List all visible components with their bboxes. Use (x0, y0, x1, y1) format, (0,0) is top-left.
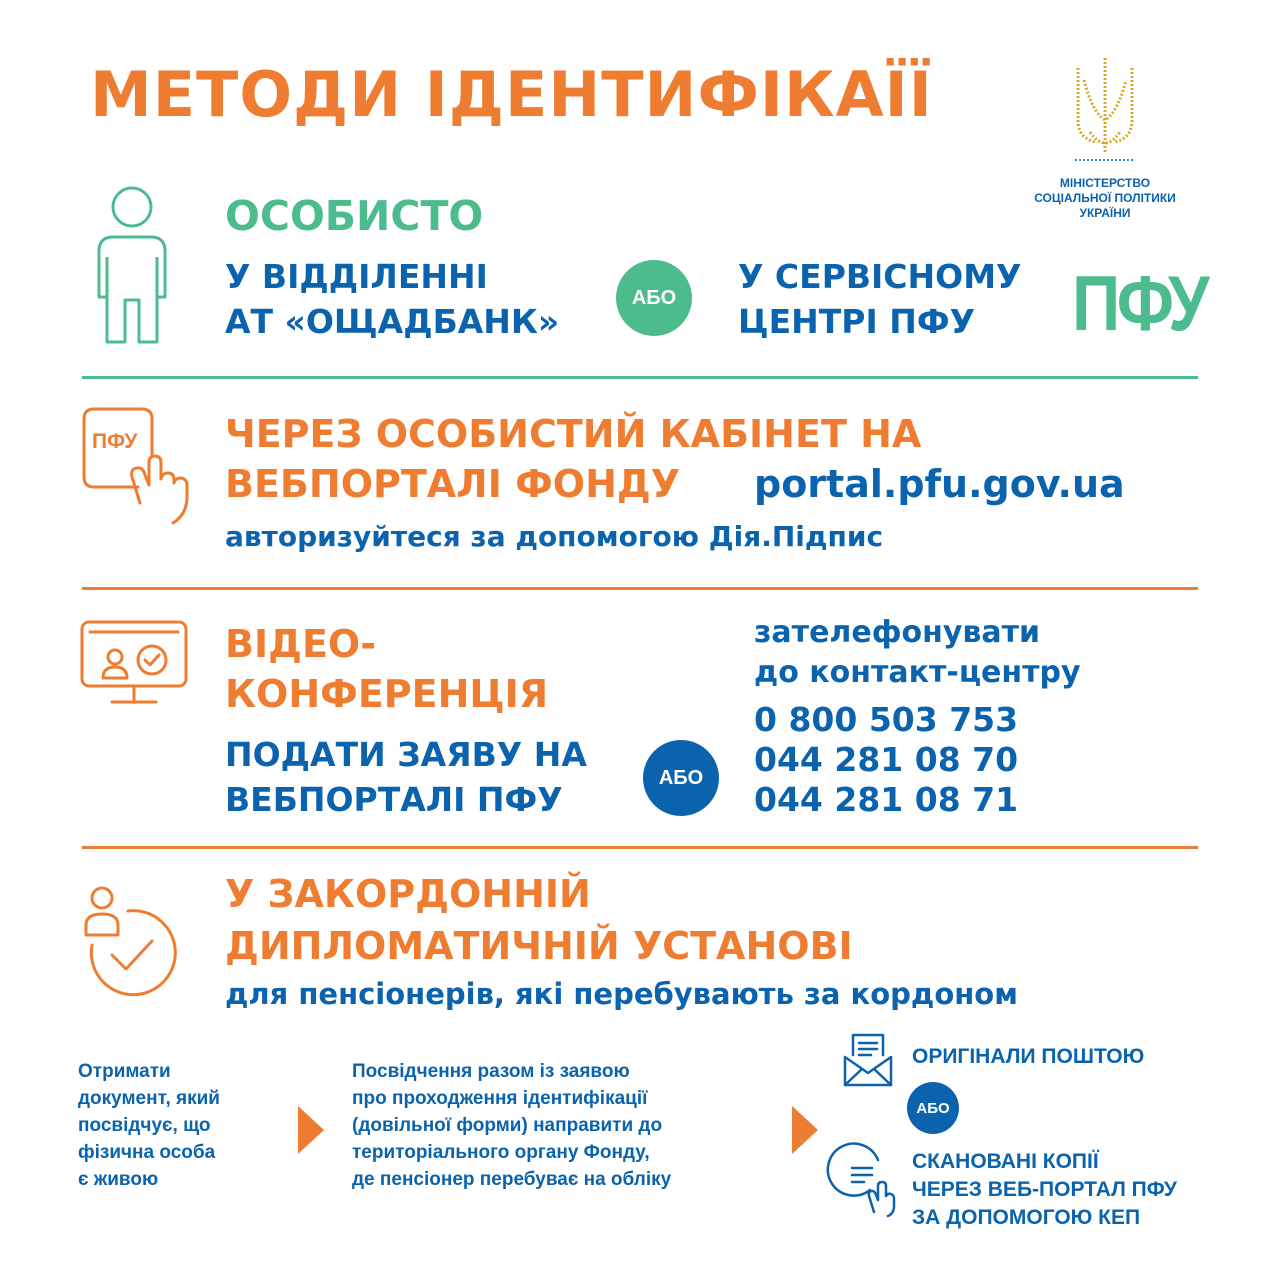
divider-3 (82, 846, 1198, 849)
personal-option1-line2: АТ «ОЩАДБАНК» (225, 302, 560, 341)
divider-2 (82, 587, 1198, 590)
scan-option (912, 1148, 1177, 1232)
call-line2: до контакт-центру (754, 655, 1081, 690)
personal-option1-line1: У ВІДДІЛЕННІ (225, 257, 488, 296)
portal-auth-note: авторизуйтеся за допомогою Дія.Підпис (225, 520, 884, 553)
step2-line: Посвідчення разом із заявою (352, 1061, 630, 1082)
arrow-right-icon (792, 1106, 822, 1154)
video-heading-line1: ВІДЕО- (225, 622, 376, 666)
phone-number-1[interactable]: 0 800 503 753 (754, 700, 1019, 739)
step1-line: Отримати (78, 1061, 171, 1082)
trident-icon (1020, 50, 1190, 170)
portal-icon-label: ПФУ (92, 430, 138, 453)
mail-option: ОРИГІНАЛИ ПОШТОЮ (912, 1045, 1145, 1068)
abroad-subheading: для пенсіонерів, які перебувають за кордоном (225, 977, 1018, 1011)
or-badge: АБО (643, 740, 719, 816)
portal-click-icon (80, 405, 200, 525)
scan-option-line: ЧЕРЕЗ ВЕБ-ПОРТАЛ ПФУ (912, 1178, 1177, 1201)
scan-option-line: ЗА ДОПОМОГОЮ КЕП (912, 1206, 1141, 1229)
step1-text (78, 1058, 220, 1193)
phone-number-2[interactable]: 044 281 08 70 (754, 740, 1019, 779)
phone-number-3[interactable]: 044 281 08 71 (754, 780, 1019, 819)
ministry-name-line2: СОЦІАЛЬНОЇ ПОЛІТИКИ (1034, 191, 1176, 205)
portal-heading-line2: ВЕБПОРТАЛІ ФОНДУ (225, 462, 681, 506)
step1-line: документ, який (78, 1088, 220, 1109)
video-apply-line1: ПОДАТИ ЗАЯВУ НА (225, 735, 587, 774)
step1-line: посвідчує, що (78, 1115, 211, 1136)
step1-line: є живою (78, 1169, 159, 1190)
ministry-name-line1: МІНІСТЕРСТВО (1059, 176, 1151, 190)
page-title: МЕТОДИ ІДЕНТИФІКАЇЇ (90, 58, 933, 131)
or-badge: АБО (907, 1082, 959, 1134)
abroad-heading-line1: У ЗАКОРДОННІЙ (225, 872, 591, 916)
video-apply-line2: ВЕБПОРТАЛІ ПФУ (225, 780, 563, 819)
ministry-logo (1020, 50, 1190, 230)
scan-upload-icon (838, 1150, 900, 1218)
person-icon (95, 185, 185, 345)
personal-option2-line2: ЦЕНТРІ ПФУ (738, 302, 976, 341)
personal-option2-line1: У СЕРВІСНОМУ (738, 257, 1022, 296)
abroad-heading-line2: ДИПЛОМАТИЧНІЙ УСТАНОВІ (225, 924, 853, 968)
arrow-right-icon (298, 1106, 328, 1154)
or-badge: АБО (616, 260, 692, 336)
video-heading-line2: КОНФЕРЕНЦІЯ (225, 672, 549, 716)
step2-line: територіального органу Фонду, (352, 1142, 650, 1163)
ministry-name-line3: УКРАЇНИ (1079, 206, 1131, 220)
verified-person-icon (82, 885, 182, 1005)
mail-envelope-icon (843, 1033, 893, 1089)
portal-heading-line1: ЧЕРЕЗ ОСОБИСТИЙ КАБІНЕТ НА (225, 412, 922, 456)
portal-url-link[interactable]: portal.pfu.gov.ua (754, 462, 1125, 506)
step2-line: (довільної форми) направити до (352, 1115, 663, 1136)
pfu-logo: ПФУ (1072, 259, 1207, 347)
step2-line: де пенсіонер перебуває на обліку (352, 1169, 672, 1190)
divider-1 (82, 376, 1198, 379)
personal-heading: ОСОБИСТО (225, 192, 484, 240)
call-line1: зателефонувати (754, 615, 1041, 650)
step1-line: фізична особа (78, 1142, 216, 1163)
scan-option-line: СКАНОВАНІ КОПІЇ (912, 1150, 1099, 1173)
step2-line: про проходження ідентифікації (352, 1088, 648, 1109)
video-conference-icon (80, 620, 190, 710)
step2-text (352, 1058, 671, 1193)
